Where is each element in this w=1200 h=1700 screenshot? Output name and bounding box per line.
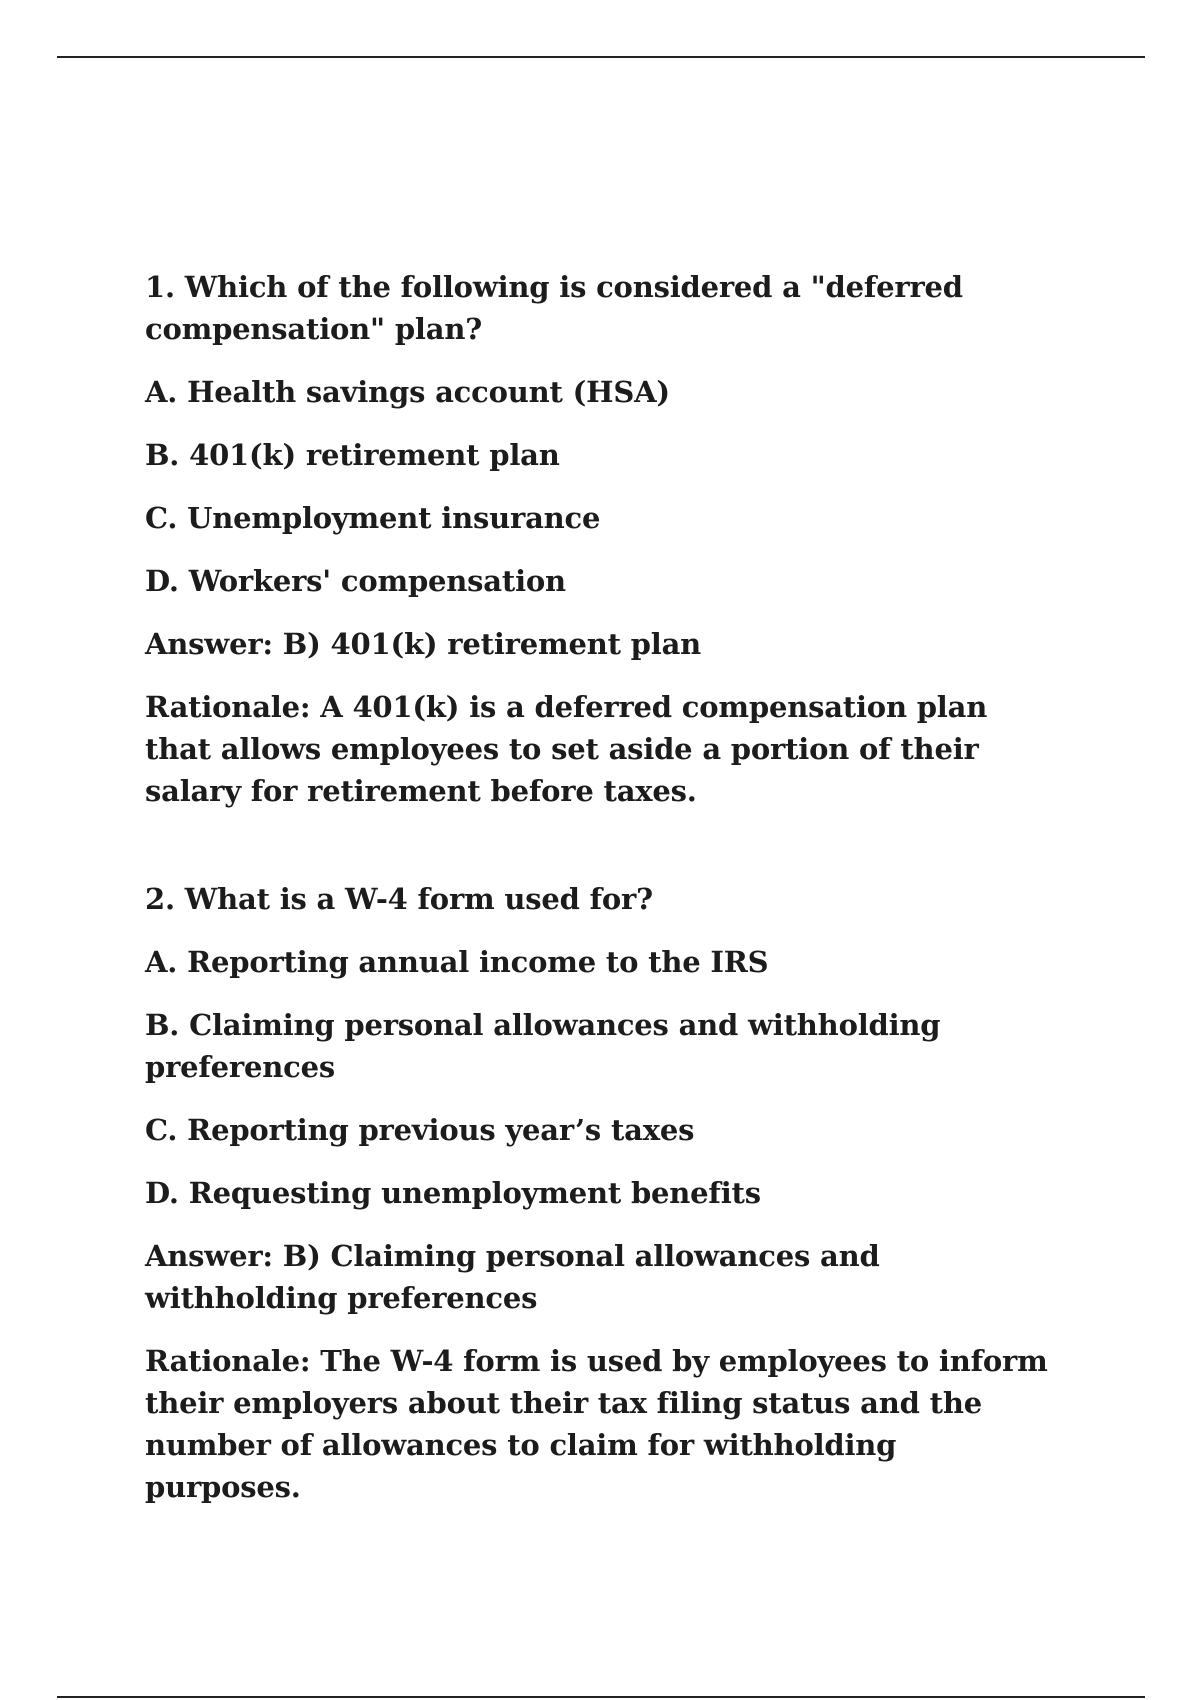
- option-a: A. Health savings account (HSA): [145, 375, 670, 409]
- question-text: 1. Which of the following is considered a "deferred compensation" plan?: [145, 270, 963, 346]
- rationale-text: Rationale: The W-4 form is used by employees to inform their employers about their tax filing status and the number of allowances to claim for withholding purposes.: [145, 1344, 1048, 1504]
- option-c: C. Unemployment insurance: [145, 501, 601, 535]
- rationale-text: Rationale: A 401(k) is a deferred compensation plan that allows employees to set aside a portion of their salary for retirement before taxes.: [145, 690, 988, 808]
- question-block-2: [145, 878, 1060, 1508]
- question-text: 2. What is a W-4 form used for?: [145, 882, 653, 916]
- option-b: B. Claiming personal allowances and withholding preferences: [145, 1008, 941, 1084]
- option-c: C. Reporting previous year’s taxes: [145, 1113, 695, 1147]
- option-d: D. Requesting unemployment benefits: [145, 1176, 761, 1210]
- options-list: [145, 371, 1060, 602]
- bottom-rule: [57, 1696, 1145, 1698]
- option-a: A. Reporting annual income to the IRS: [145, 945, 769, 979]
- option-d: D. Workers' compensation: [145, 564, 566, 598]
- document-body: [145, 266, 1060, 1529]
- options-list: [145, 941, 1060, 1214]
- answer-text: Answer: B) Claiming personal allowances and withholding preferences: [145, 1239, 880, 1315]
- option-b: B. 401(k) retirement plan: [145, 438, 560, 472]
- top-rule: [57, 56, 1145, 58]
- answer-text: Answer: B) 401(k) retirement plan: [145, 627, 702, 661]
- question-block-1: [145, 266, 1060, 812]
